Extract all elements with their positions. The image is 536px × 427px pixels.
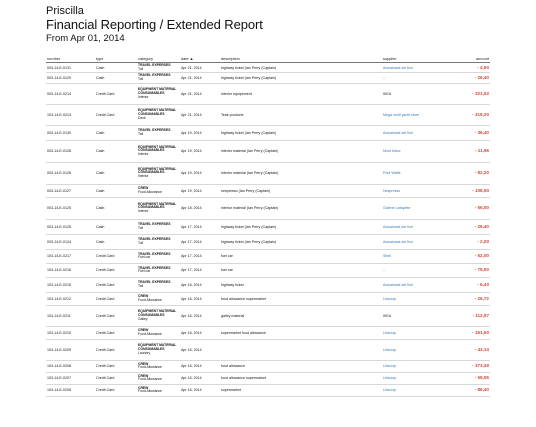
expense-category — [137, 184, 180, 197]
payment-type: Credit Card — [95, 384, 137, 396]
category-sub: Food Allowance — [138, 331, 162, 336]
table-row[interactable] — [46, 197, 490, 219]
expense-category — [137, 372, 180, 384]
category-sub: Food Allowance — [138, 297, 162, 302]
payment-type: Cash — [95, 184, 137, 197]
record-number: 103-14-E-0216 — [46, 263, 95, 277]
expense-category — [137, 63, 180, 73]
payment-type: Credit Card — [95, 263, 137, 277]
payment-type: Credit Card — [95, 339, 137, 360]
category-main: CREW — [138, 373, 149, 378]
category-sub: Toll — [138, 240, 144, 245]
category-sub: Food Allowance — [138, 377, 162, 382]
payment-type: Credit Card — [95, 277, 137, 292]
expense-description: highway ticket (Ian Perry (Captain) — [220, 63, 382, 73]
expense-description: supermarket — [220, 384, 382, 396]
expense-category — [137, 83, 180, 104]
expense-description: galley material — [220, 305, 382, 326]
category-sub: Food Allowance — [138, 389, 162, 394]
expense-amount: - 59,05 — [444, 372, 490, 384]
category-main: TRAVEL EXPERSES — [138, 73, 171, 78]
table-row[interactable] — [46, 360, 490, 372]
expense-description: fuel car — [220, 249, 382, 263]
supplier-name: -- — [382, 263, 444, 277]
expense-date: Apr 16, 2014 — [180, 360, 220, 372]
record-number: 103-14-E-0207 — [46, 372, 95, 384]
supplier-name: IKEA — [382, 83, 444, 104]
expense-description: interior material (Ian Perry (Captain) — [220, 162, 382, 184]
category-main: CREW — [138, 361, 149, 366]
expense-date: Apr 21, 2014 — [180, 104, 220, 125]
expense-description: Teak products — [220, 104, 382, 125]
category-sub: Deck — [138, 115, 146, 120]
record-number: 003-14-E-0125 — [46, 219, 95, 234]
expense-date: Apr 16, 2014 — [180, 292, 220, 305]
record-number: 103-14-E-0205 — [46, 384, 95, 396]
expense-description: highway ticket — [220, 277, 382, 292]
supplier-name[interactable]: Unicoop — [382, 339, 444, 360]
payment-type: Cash — [95, 125, 137, 140]
payment-type: Credit Card — [95, 104, 137, 125]
expense-category — [137, 326, 180, 339]
supplier-name[interactable]: Autostrada dei fiori — [382, 277, 444, 292]
payment-type: Credit Card — [95, 83, 137, 104]
category-main: TRAVEL EXPERSES — [138, 63, 171, 67]
expense-amount: - 36,40 — [444, 125, 490, 140]
record-number: 003-14-E-0131 — [46, 63, 95, 73]
supplier-name[interactable]: Galerie Lafayette — [382, 197, 444, 219]
expense-table — [46, 55, 490, 397]
table-row[interactable] — [46, 73, 490, 83]
category-sub: Interior — [138, 94, 149, 99]
category-main: TRAVEL EXPERSES — [138, 128, 171, 133]
expense-date: Apr 17, 2014 — [180, 219, 220, 234]
table-row[interactable] — [46, 184, 490, 197]
expense-date: Apr 19, 2014 — [180, 125, 220, 140]
category-sub: Toll — [138, 225, 144, 230]
category-main: CREW — [138, 294, 149, 299]
expense-date: Apr 21, 2014 — [180, 73, 220, 83]
payment-type: Credit Card — [95, 360, 137, 372]
category-sub: Interior — [138, 209, 149, 214]
table-row[interactable] — [46, 63, 490, 73]
table-row[interactable] — [46, 305, 490, 326]
category-sub: Toll — [138, 283, 144, 288]
table-row[interactable] — [46, 263, 490, 277]
category-main: CREW — [138, 186, 149, 191]
expense-amount: - 52,00 — [444, 249, 490, 263]
supplier-name[interactable]: Mont blanc — [382, 140, 444, 162]
expense-amount: - 86,40 — [444, 384, 490, 396]
record-number: 003-14-E-0128 — [46, 140, 95, 162]
category-main: TRAVEL EXPERSES — [138, 251, 171, 256]
expense-description: interior material (Ian Perry (Captain) — [220, 140, 382, 162]
record-number: 003-14-E-0124 — [46, 234, 95, 249]
expense-category — [137, 360, 180, 372]
expense-amount: - 43,14 — [444, 339, 490, 360]
supplier-name[interactable]: Autostrada dei fiori — [382, 234, 444, 249]
record-number: 003-14-E-0129 — [46, 73, 95, 83]
expense-category — [137, 263, 180, 277]
expense-amount: - 108,50 — [444, 184, 490, 197]
table-row[interactable] — [46, 384, 490, 396]
report-header — [46, 2, 263, 44]
expense-category — [137, 219, 180, 234]
table-row[interactable] — [46, 249, 490, 263]
category-sub: Laundry — [138, 350, 151, 355]
record-number: 003-14-E-0214 — [46, 83, 95, 104]
expense-amount: - 319,20 — [444, 104, 490, 125]
payment-type: Credit Card — [95, 372, 137, 384]
payment-type: Credit Card — [95, 305, 137, 326]
expense-description: fuel car — [220, 263, 382, 277]
table-row[interactable] — [46, 140, 490, 162]
expense-amount: - 321,52 — [444, 83, 490, 104]
expense-date: Apr 18, 2014 — [180, 197, 220, 219]
expense-category — [137, 234, 180, 249]
expense-description: interior equipement — [220, 83, 382, 104]
expense-date: Apr 17, 2014 — [180, 249, 220, 263]
expense-date: Apr 17, 2014 — [180, 263, 220, 277]
category-sub: Toll — [138, 77, 144, 82]
payment-type: Cash — [95, 73, 137, 83]
expense-description: highway ticket (Ian Perry (Captain) — [220, 125, 382, 140]
expense-description: highway ticket (Ian Perry (Captain) — [220, 219, 382, 234]
category-sub: Food Allowance — [138, 365, 162, 370]
record-number: 103-14-E-0215 — [46, 277, 95, 292]
expense-date: Apr 16, 2014 — [180, 372, 220, 384]
record-number: 103-14-E-0211 — [46, 305, 95, 326]
payment-type: Credit Card — [95, 292, 137, 305]
expense-amount: - 161,60 — [444, 326, 490, 339]
category-main: CREW — [138, 328, 149, 333]
column-header-supplier[interactable]: supplier — [382, 55, 444, 63]
expense-date: Apr 16, 2014 — [180, 384, 220, 396]
expense-amount: - 112,97 — [444, 305, 490, 326]
category-main: EQUIPMENT MATERIAL CONSUMABLES — [138, 309, 177, 317]
expense-amount: - 75,00 — [444, 263, 490, 277]
record-number: 003-14-E-0130 — [46, 125, 95, 140]
expense-description — [220, 339, 382, 360]
expense-category — [137, 140, 180, 162]
category-main: TRAVEL EXPERSES — [138, 237, 171, 242]
expense-date: Apr 16, 2014 — [180, 277, 220, 292]
category-sub: Interior — [138, 152, 149, 157]
category-main: CREW — [138, 385, 149, 390]
expense-category — [137, 339, 180, 360]
expense-amount: - 26,40 — [444, 73, 490, 83]
supplier-name: IKEA — [382, 305, 444, 326]
supplier-name[interactable]: Autostrada dei fiori — [382, 219, 444, 234]
supplier-name[interactable]: Autostrada dei fiori — [382, 63, 444, 73]
expense-date: Apr 21, 2014 — [180, 83, 220, 104]
supplier-name[interactable]: Pont Waffe — [382, 162, 444, 184]
supplier-name[interactable]: Unicoop — [382, 292, 444, 305]
payment-type: Credit Card — [95, 326, 137, 339]
category-main: EQUIPMENT MATERIAL CONSUMABLES — [138, 144, 177, 153]
expense-category — [137, 277, 180, 292]
table-row[interactable] — [46, 219, 490, 234]
column-header-category[interactable]: category — [137, 55, 180, 63]
category-main: EQUIPMENT MATERIAL CONSUMABLES — [138, 87, 177, 95]
column-header-description[interactable]: description — [220, 55, 382, 63]
expense-description: highway ticket (Ian Perry (Captain) — [220, 73, 382, 83]
payment-type: Cash — [95, 140, 137, 162]
supplier-name[interactable]: Unicoop — [382, 372, 444, 384]
expense-date: Apr 19, 2014 — [180, 140, 220, 162]
column-header-type[interactable]: type — [95, 55, 137, 63]
expense-description: food allowance — [220, 360, 382, 372]
table-row[interactable] — [46, 83, 490, 104]
expense-amount: - 11,96 — [444, 140, 490, 162]
category-main: EQUIPMENT MATERIAL CONSUMABLES — [138, 201, 177, 210]
supplier-name[interactable]: Shell — [382, 249, 444, 263]
supplier-name: -- — [382, 73, 444, 83]
payment-type: Cash — [95, 162, 137, 184]
table-row[interactable] — [46, 104, 490, 125]
expense-amount: - 82,20 — [444, 162, 490, 184]
record-number: 003-14-E-0125 — [46, 197, 95, 219]
record-number: 103-14-E-0217 — [46, 249, 95, 263]
record-number: 003-14-E-0127 — [46, 184, 95, 197]
record-number: 003-14-E-0126 — [46, 162, 95, 184]
supplier-name[interactable]: Unicoop — [382, 384, 444, 396]
category-sub: Interior — [138, 174, 149, 179]
page-title: Financial Reporting / Extended Report — [46, 17, 263, 32]
expense-description: highway ticket (Ian Perry (Captain) — [220, 234, 382, 249]
category-sub: Fuel car — [138, 255, 151, 260]
payment-type: Cash — [95, 197, 137, 219]
supplier-name[interactable]: Mega multi yacht store — [382, 104, 444, 125]
expense-description: food allowance supermarket — [220, 292, 382, 305]
expense-amount: - 373,49 — [444, 360, 490, 372]
table-row[interactable] — [46, 372, 490, 384]
category-sub: Food Allowance — [138, 189, 162, 194]
date-range-subtitle: From Apr 01, 2014 — [46, 33, 125, 44]
expense-date: Apr 21, 2014 — [180, 63, 220, 73]
expense-date: Apr 17, 2014 — [180, 234, 220, 249]
category-main: TRAVEL EXPERSES — [138, 280, 171, 285]
table-row[interactable] — [46, 326, 490, 339]
record-number: 103-14-E-0213 — [46, 104, 95, 125]
supplier-name[interactable]: Nespresso — [382, 184, 444, 197]
column-header-amount[interactable]: amount — [444, 55, 490, 63]
record-number: 103-14-E-0212 — [46, 292, 95, 305]
organization-name: Priscilla — [46, 5, 84, 17]
expense-date: Apr 16, 2014 — [180, 326, 220, 339]
expense-amount: - 56,00 — [444, 197, 490, 219]
supplier-name[interactable]: Unicoop — [382, 326, 444, 339]
expense-amount: - 4,50 — [444, 63, 490, 73]
expense-category — [137, 197, 180, 219]
table-row[interactable] — [46, 125, 490, 140]
expense-amount: - 6,40 — [444, 277, 490, 292]
record-number: 103-14-E-0209 — [46, 339, 95, 360]
expense-category — [137, 305, 180, 326]
category-main: TRAVEL EXPERSES — [138, 222, 171, 227]
expense-description: interior material (Ian Perry (Captain) — [220, 197, 382, 219]
column-header-date[interactable]: date ▲ — [180, 55, 220, 63]
category-main: EQUIPMENT MATERIAL CONSUMABLES — [138, 108, 177, 116]
category-main: EQUIPMENT MATERIAL CONSUMABLES — [138, 166, 177, 175]
expense-amount: - 26,72 — [444, 292, 490, 305]
payment-type: Credit Card — [95, 249, 137, 263]
expense-category — [137, 384, 180, 396]
supplier-name[interactable]: Unicoop — [382, 360, 444, 372]
payment-type: Cash — [95, 234, 137, 249]
table-header-row — [46, 55, 490, 63]
category-sub: Toll — [138, 66, 144, 71]
table-row[interactable] — [46, 292, 490, 305]
category-sub: Galley — [138, 316, 148, 321]
expense-category — [137, 73, 180, 83]
expense-date: Apr 19, 2014 — [180, 162, 220, 184]
expense-category — [137, 104, 180, 125]
table-row[interactable] — [46, 277, 490, 292]
expense-description: supermarket food allowance — [220, 326, 382, 339]
expense-category — [137, 162, 180, 184]
record-number: 103-14-E-0210 — [46, 326, 95, 339]
expense-date: Apr 19, 2014 — [180, 184, 220, 197]
category-main: EQUIPMENT MATERIAL CONSUMABLES — [138, 343, 177, 351]
expense-amount: - 26,40 — [444, 219, 490, 234]
expense-category — [137, 249, 180, 263]
record-number: 103-14-E-0208 — [46, 360, 95, 372]
table-row[interactable] — [46, 162, 490, 184]
supplier-name[interactable]: Autostrada dei fiori — [382, 125, 444, 140]
expense-amount: - 2,00 — [444, 234, 490, 249]
expense-category — [137, 292, 180, 305]
payment-type: Cash — [95, 219, 137, 234]
expense-date: Apr 16, 2014 — [180, 339, 220, 360]
category-main: TRAVEL EXPERSES — [138, 265, 171, 270]
category-sub: Toll — [138, 131, 144, 136]
table-row[interactable] — [46, 234, 490, 249]
category-sub: Fuel car — [138, 269, 151, 274]
table-row[interactable] — [46, 339, 490, 360]
payment-type: Cash — [95, 63, 137, 73]
expense-category — [137, 125, 180, 140]
expense-date: Apr 16, 2014 — [180, 305, 220, 326]
expense-description: food allowance supermarket — [220, 372, 382, 384]
expense-description: nespresso (Ian Perry (Captain) — [220, 184, 382, 197]
column-header-number[interactable]: number — [46, 55, 95, 63]
